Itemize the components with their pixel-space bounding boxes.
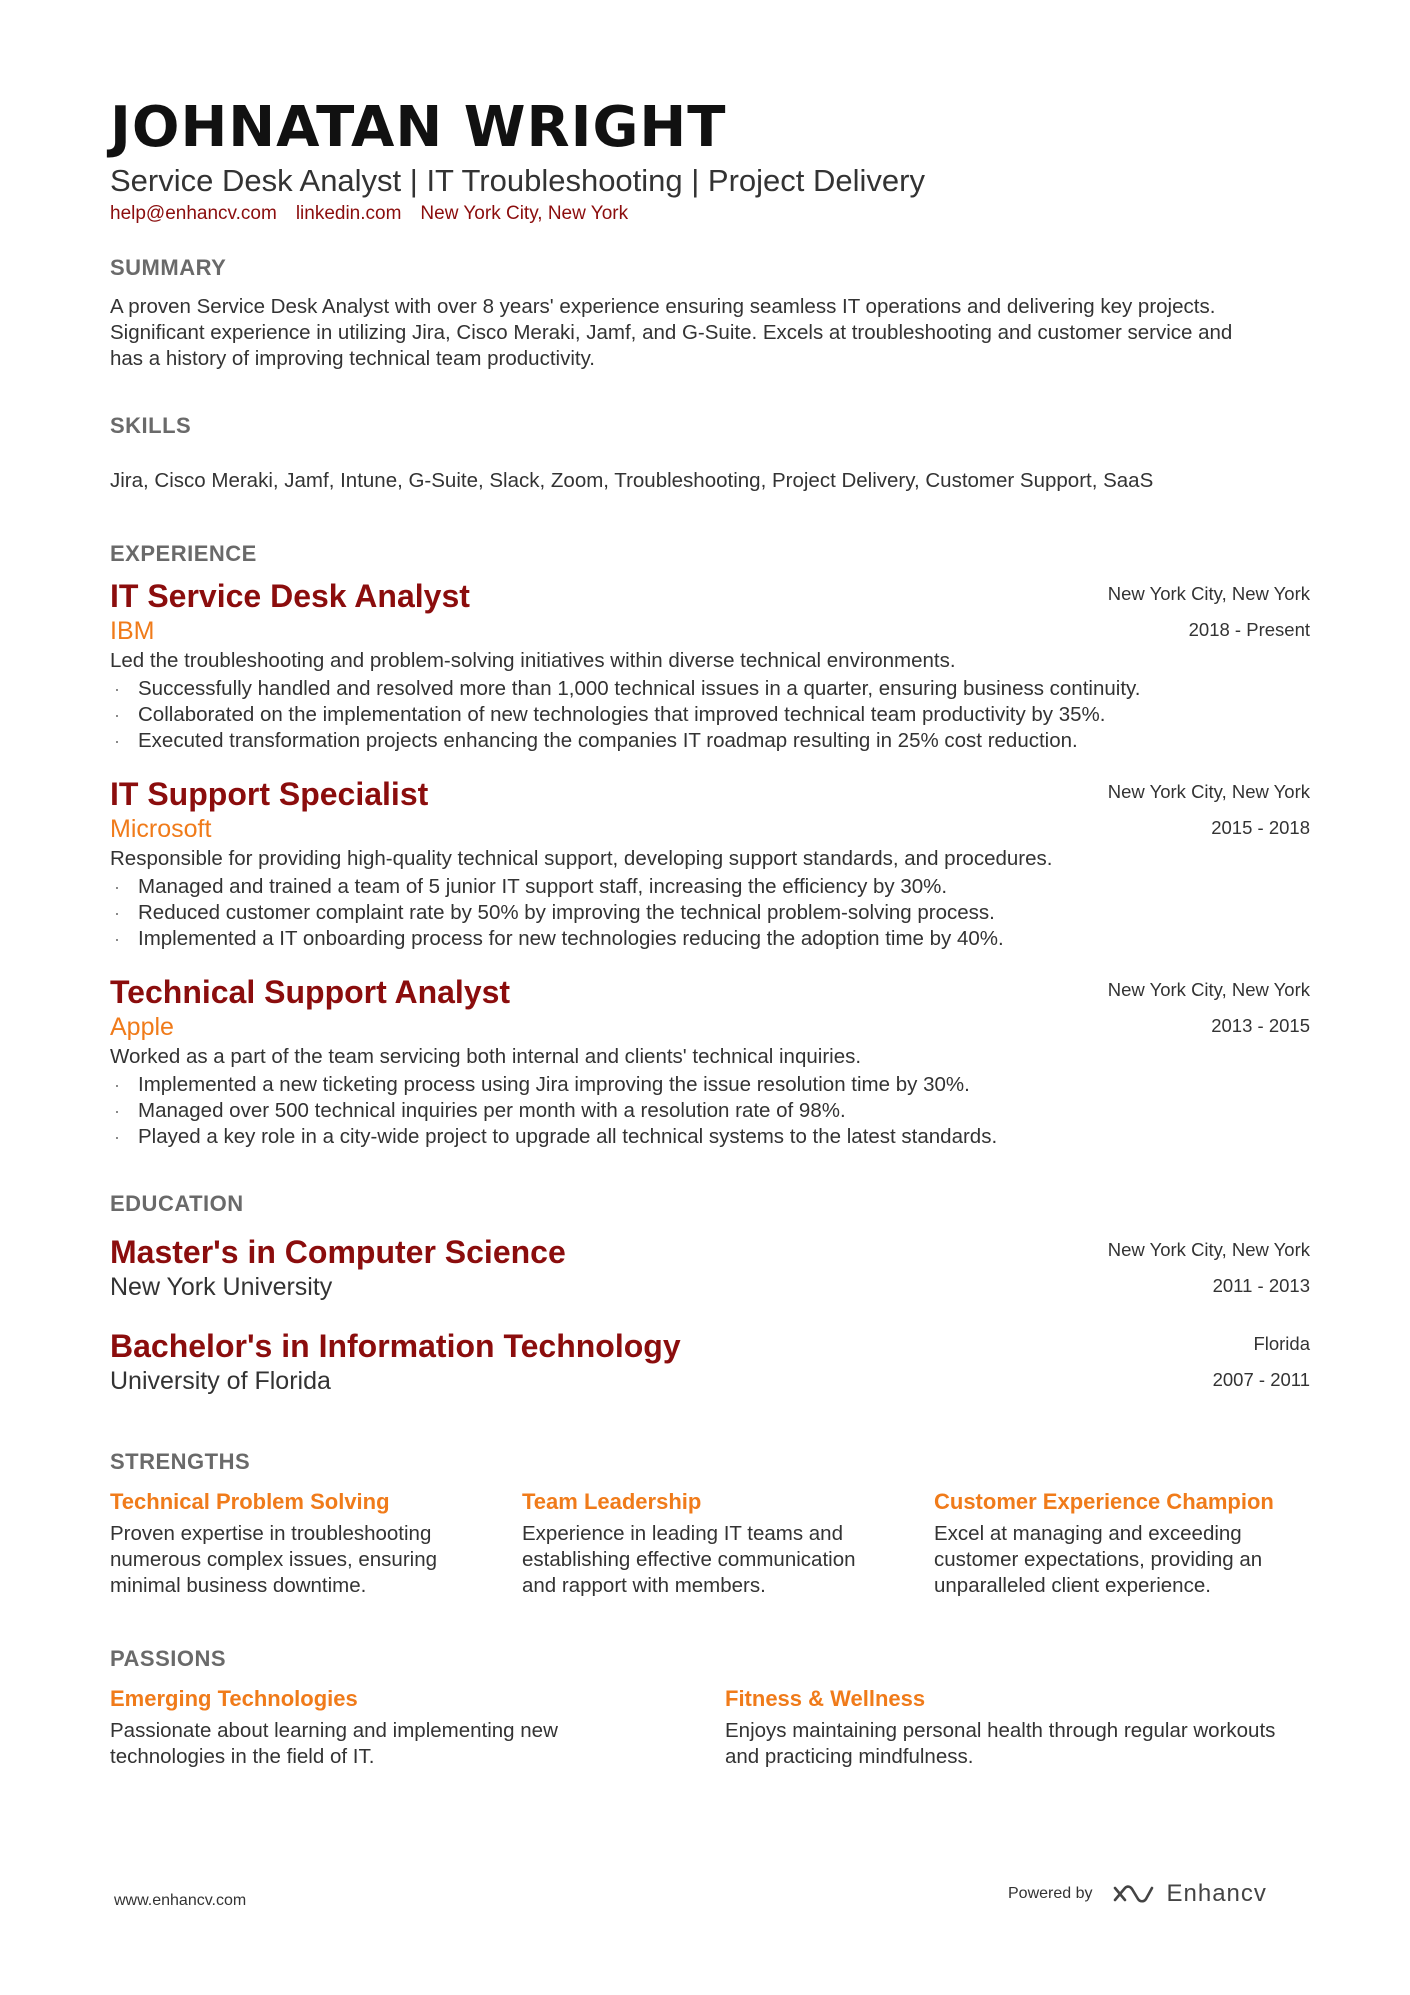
- passion-item: [725, 1685, 1285, 1770]
- education-location: New York City, New York: [1107, 1239, 1310, 1260]
- summary-section: [110, 254, 1310, 372]
- experience-role: IT Support Specialist: [110, 776, 429, 812]
- experience-dates: 2013 - 2015: [1211, 1015, 1310, 1036]
- bullet-text: Played a key role in a city-wide project to upgrade all technical systems to the latest standards.: [138, 1125, 998, 1148]
- location-text: New York City, New York: [420, 203, 629, 224]
- bullet-text: Collaborated on the implementation of new technologies that improved technical team productivity by 35%.: [138, 703, 1106, 726]
- enhancv-logo-icon: [1111, 1882, 1157, 1906]
- skills-title: SKILLS: [110, 413, 192, 438]
- resume-page: [110, 95, 1310, 1770]
- bullet-text: Implemented a new ticketing process using Jira improving the issue resolution time by 30%.: [138, 1073, 970, 1096]
- bullet-dot-icon: ·: [114, 679, 120, 699]
- strength-item: [934, 1488, 1299, 1599]
- summary-title: SUMMARY: [110, 255, 227, 280]
- bullet-item: [110, 926, 1310, 952]
- brand-name: Enhancv: [1166, 1880, 1267, 1907]
- passion-title: Fitness & Wellness: [725, 1686, 926, 1711]
- passions-section: [110, 1645, 1310, 1770]
- bullet-item: [110, 728, 1310, 754]
- experience-description: Worked as a part of the team servicing both internal and clients' technical inquiries.: [110, 1045, 862, 1068]
- strength-description: Proven expertise in troubleshooting numerous complex issues, ensuring minimal business downtime.: [110, 1522, 438, 1597]
- experience-dates: 2015 - 2018: [1211, 817, 1310, 838]
- footer-branding: [1008, 1880, 1267, 1908]
- bullet-text: Successfully handled and resolved more than 1,000 technical issues in a quarter, ensuring business continuity.: [138, 677, 1141, 700]
- experience-company: Apple: [110, 1013, 174, 1041]
- bullet-dot-icon: ·: [114, 731, 120, 751]
- bullet-item: [110, 874, 1310, 900]
- education-school: New York University: [110, 1273, 333, 1301]
- experience-dates: 2018 - Present: [1188, 619, 1310, 640]
- strength-title: Technical Problem Solving: [110, 1489, 390, 1514]
- experience-bullets: [110, 874, 1310, 952]
- brand-logo[interactable]: [1111, 1880, 1267, 1908]
- education-degree: Master's in Computer Science: [110, 1234, 566, 1270]
- strength-item: [522, 1488, 887, 1599]
- bullet-text: Managed over 500 technical inquiries per month with a resolution rate of 98%.: [138, 1099, 846, 1122]
- skills-text: Jira, Cisco Meraki, Jamf, Intune, G-Suite, Slack, Zoom, Troubleshooting, Project Delivery, Customer Support, SaaS: [110, 469, 1154, 492]
- strength-description: Excel at managing and exceeding customer expectations, providing an unparalleled client experience.: [934, 1522, 1263, 1597]
- strength-item: [110, 1488, 475, 1599]
- bullet-dot-icon: ·: [114, 903, 120, 923]
- experience-meta: [910, 576, 1310, 648]
- experience-location: New York City, New York: [1107, 979, 1310, 1000]
- skills-section: [110, 412, 1310, 494]
- contact-info: [110, 201, 1310, 227]
- experience-role: IT Service Desk Analyst: [110, 578, 470, 614]
- experience-description: Responsible for providing high-quality technical support, developing support standards, and procedures.: [110, 847, 1053, 870]
- bullet-item: [110, 1124, 1310, 1150]
- experience-entry: [110, 576, 1310, 754]
- bullet-dot-icon: ·: [114, 1075, 120, 1095]
- experience-bullets: [110, 1072, 1310, 1150]
- education-location: Florida: [1253, 1333, 1310, 1354]
- summary-text: A proven Service Desk Analyst with over 8 years' experience ensuring seamless IT operations and delivering key projects. Significant experience in utilizing Jira, Cisco Meraki, Jamf, and G-Suite. Excels at troubleshooting and customer service and has a history of improving technical team productivity.: [110, 295, 1233, 370]
- education-degree: Bachelor's in Information Technology: [110, 1328, 681, 1364]
- experience-meta: [910, 774, 1310, 846]
- education-entry: [110, 1232, 1310, 1302]
- bullet-item: [110, 1098, 1310, 1124]
- bullet-item: [110, 1072, 1310, 1098]
- passions-title: PASSIONS: [110, 1646, 227, 1671]
- bullet-item: [110, 702, 1310, 728]
- candidate-headline: Service Desk Analyst | IT Troubleshooting | Project Delivery: [110, 163, 925, 198]
- passion-description: Enjoys maintaining personal health through regular workouts and practicing mindfulness.: [725, 1719, 1276, 1768]
- candidate-name: JOHNATAN WRIGHT: [110, 95, 727, 160]
- experience-section: [110, 540, 1310, 1150]
- experience-location: New York City, New York: [1107, 583, 1310, 604]
- passion-description: Passionate about learning and implementing new technologies in the field of IT.: [110, 1719, 558, 1768]
- education-meta: [910, 1232, 1310, 1304]
- education-school: University of Florida: [110, 1367, 331, 1395]
- strength-description: Experience in leading IT teams and establishing effective communication and rapport with members.: [522, 1522, 856, 1597]
- resume-header: [110, 95, 1310, 227]
- bullet-text: Reduced customer complaint rate by 50% by improving the technical problem-solving process.: [138, 901, 995, 924]
- education-entry: [110, 1326, 1310, 1396]
- bullet-dot-icon: ·: [114, 1127, 120, 1147]
- bullet-item: [110, 676, 1310, 702]
- experience-description: Led the troubleshooting and problem-solving initiatives within diverse technical environments.: [110, 649, 956, 672]
- experience-entry: [110, 972, 1310, 1150]
- education-section: [110, 1190, 1310, 1396]
- bullet-text: Executed transformation projects enhancing the companies IT roadmap resulting in 25% cost reduction.: [138, 729, 1078, 752]
- bullet-dot-icon: ·: [114, 705, 120, 725]
- bullet-dot-icon: ·: [114, 877, 120, 897]
- strengths-grid: [110, 1488, 1310, 1599]
- strength-title: Team Leadership: [522, 1489, 702, 1514]
- bullet-item: [110, 900, 1310, 926]
- strengths-section: [110, 1448, 1310, 1599]
- experience-role: Technical Support Analyst: [110, 974, 511, 1010]
- passion-title: Emerging Technologies: [110, 1686, 358, 1711]
- experience-meta: [910, 972, 1310, 1044]
- strength-title: Customer Experience Champion: [934, 1489, 1274, 1514]
- experience-company: Microsoft: [110, 815, 212, 843]
- passion-item: [110, 1685, 670, 1770]
- footer-website[interactable]: www.enhancv.com: [114, 1892, 247, 1909]
- bullet-text: Implemented a IT onboarding process for new technologies reducing the adoption time by 40%.: [138, 927, 1004, 950]
- experience-bullets: [110, 676, 1310, 754]
- experience-title: EXPERIENCE: [110, 541, 257, 566]
- experience-company: IBM: [110, 617, 155, 645]
- strengths-title: STRENGTHS: [110, 1449, 251, 1474]
- bullet-text: Managed and trained a team of 5 junior IT support staff, increasing the efficiency by 30%.: [138, 875, 948, 898]
- bullet-dot-icon: ·: [114, 929, 120, 949]
- email-link[interactable]: help@enhancv.com: [110, 203, 277, 224]
- education-dates: 2011 - 2013: [1212, 1275, 1310, 1296]
- passions-grid: [110, 1685, 1310, 1770]
- bullet-dot-icon: ·: [114, 1101, 120, 1121]
- education-meta: [910, 1326, 1310, 1398]
- experience-entry: [110, 774, 1310, 952]
- powered-by-text: Powered by: [1008, 1885, 1093, 1902]
- education-title: EDUCATION: [110, 1191, 244, 1216]
- linkedin-link[interactable]: linkedin.com: [295, 203, 402, 224]
- experience-location: New York City, New York: [1107, 781, 1310, 802]
- education-dates: 2007 - 2011: [1212, 1369, 1310, 1390]
